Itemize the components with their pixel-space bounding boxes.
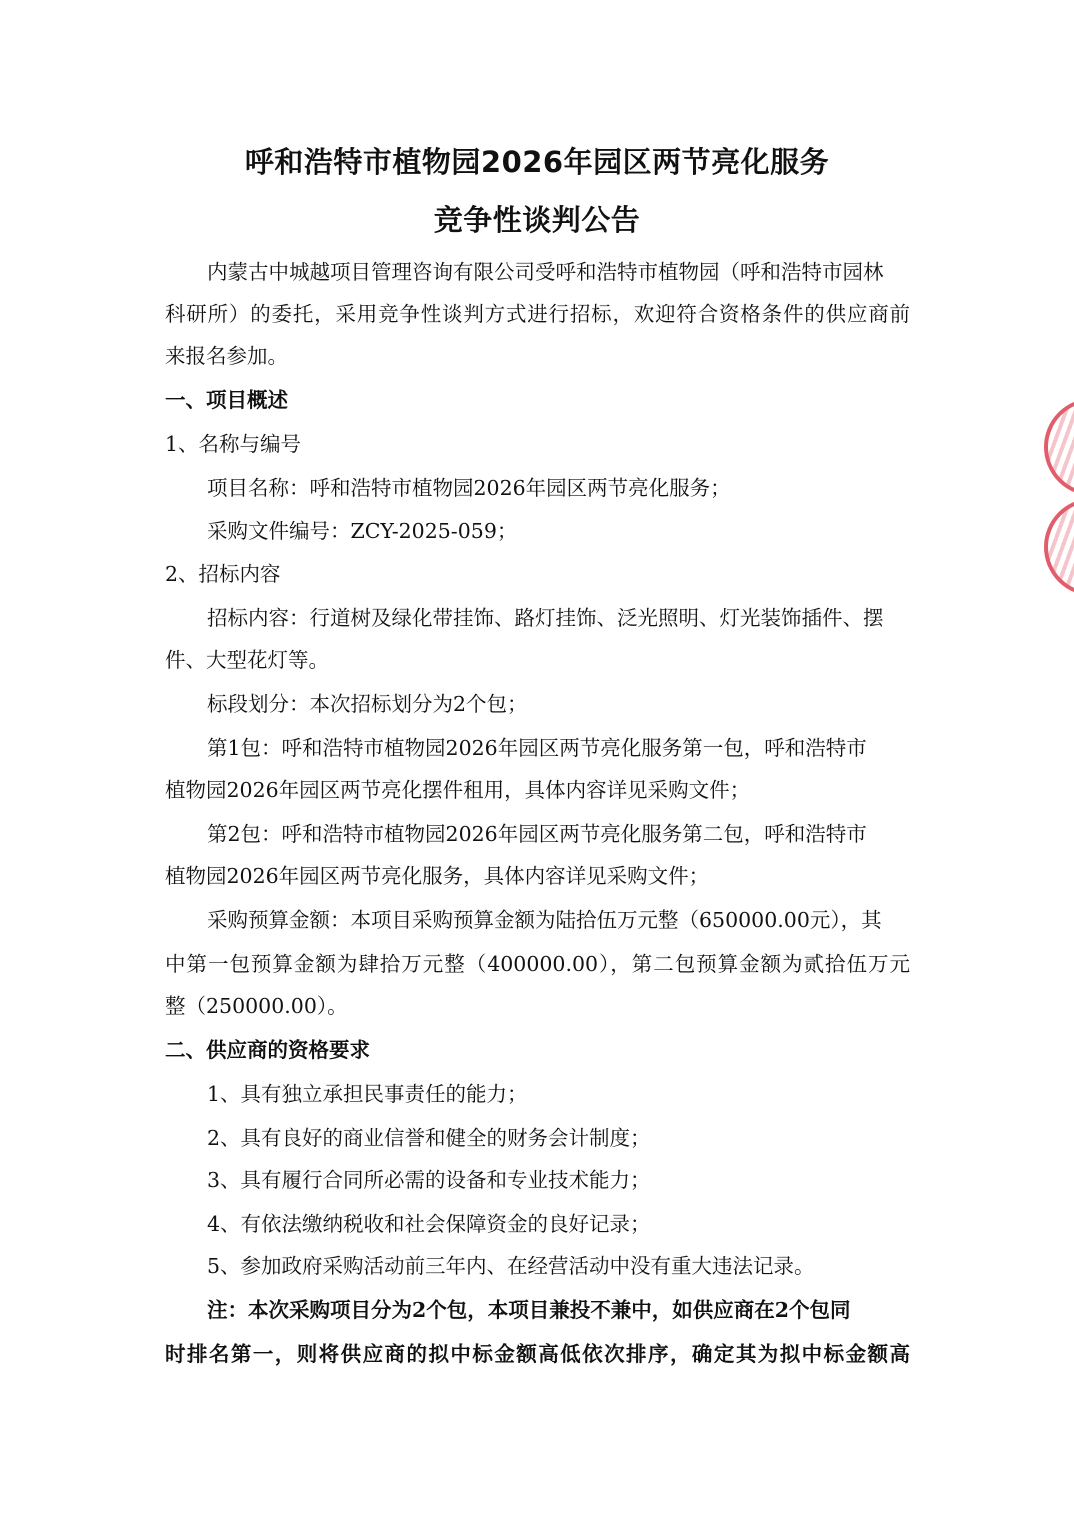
lot-2-line-2: 植物园2026年园区两节亮化服务，具体内容详见采购文件； (165, 864, 710, 888)
budget-line-3: 整（250000.00）。 (165, 994, 348, 1018)
section-2-heading: 二、供应商的资格要求 (165, 1038, 370, 1062)
title-line-1: 呼和浩特市植物园2026年园区两节亮化服务 (244, 145, 830, 179)
intro-line-2: 科研所）的委托，采用竞争性谈判方式进行招标，欢迎符合资格条件的供应商前 (165, 302, 910, 326)
note-line-2: 时排名第一，则将供应商的拟中标金额高低依次排序，确定其为拟中标金额高 (165, 1342, 910, 1366)
requirement-5: 5、参加政府采购活动前三年内、在经营活动中没有重大违法记录。 (207, 1254, 815, 1278)
lot-1-line-1: 第1包：呼和浩特市植物园2026年园区两节亮化服务第一包，呼和浩特市 (207, 736, 867, 760)
budget-line-1: 采购预算金额：本项目采购预算金额为陆拾伍万元整（650000.00元），其 (207, 908, 882, 932)
requirement-4: 4、有依法缴纳税收和社会保障资金的良好记录； (207, 1212, 651, 1236)
note-line-1: 注：本次采购项目分为2个包，本项目兼投不兼中，如供应商在2个包同 (207, 1298, 851, 1322)
section-1-heading: 一、项目概述 (165, 388, 288, 412)
project-name: 项目名称：呼和浩特市植物园2026年园区两节亮化服务； (207, 476, 731, 500)
official-seal-stamp (1044, 398, 1074, 496)
content-line-1: 招标内容：行道树及绿化带挂饰、路灯挂饰、泛光照明、灯光装饰插件、摆 (207, 606, 884, 630)
requirement-2: 2、具有良好的商业信誉和健全的财务会计制度； (207, 1126, 651, 1150)
title-line-2: 竞争性谈判公告 (433, 203, 641, 237)
requirement-3: 3、具有履行合同所必需的设备和专业技术能力； (207, 1168, 651, 1192)
subsection-1-heading: 1、名称与编号 (165, 432, 302, 456)
lot-1-line-2: 植物园2026年园区两节亮化摆件租用，具体内容详见采购文件； (165, 778, 751, 802)
budget-line-2: 中第一包预算金额为肆拾万元整（400000.00），第二包预算金额为贰拾伍万元 (165, 952, 910, 976)
content-line-2: 件、大型花灯等。 (165, 648, 329, 672)
requirement-1: 1、具有独立承担民事责任的能力； (207, 1082, 528, 1106)
intro-line-3: 来报名参加。 (165, 344, 288, 368)
intro-line-1: 内蒙古中城越项目管理咨询有限公司受呼和浩特市植物园（呼和浩特市园林 (207, 260, 884, 284)
official-seal-stamp (1044, 498, 1074, 596)
lot-2-line-1: 第2包：呼和浩特市植物园2026年园区两节亮化服务第二包，呼和浩特市 (207, 822, 867, 846)
document-number: 采购文件编号：ZCY-2025-059； (207, 519, 518, 543)
subsection-2-heading: 2、招标内容 (165, 562, 281, 586)
lot-division: 标段划分：本次招标划分为2个包； (207, 692, 528, 716)
